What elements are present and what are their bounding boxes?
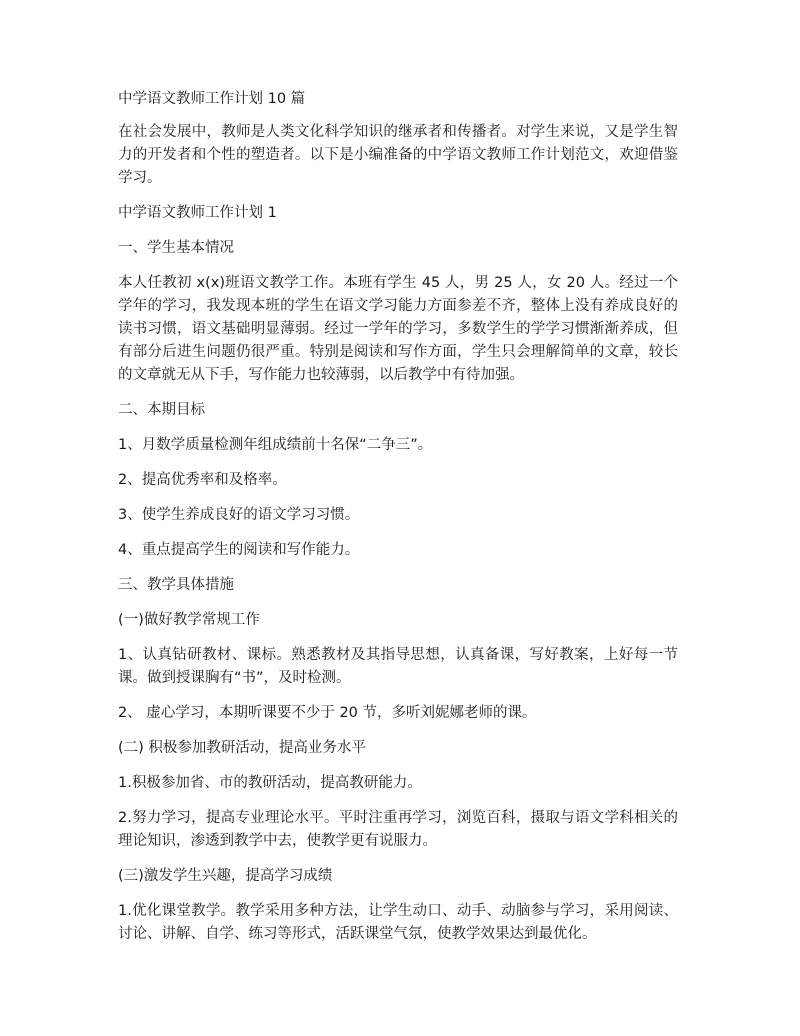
subsection-2-heading: (二) 积极参加教研活动，提高业务水平 (118, 740, 366, 756)
section-1-body: 本人任教初 x(x)班语文教学工作。本班有学生 45 人，男 25 人，女 20 人。经过一个学年的学习，我发现本班的学生在语文学习能力方面参差不齐，整体上没有养成良好的读书习惯，语文基础明显薄弱。经过一学年的学习，多数学生的学学习惯渐渐养成，但有部分后进生问题仍很严重。特别是阅读和写作方面，学生只会理解简单的文章，较长的文章就无从下手，写作能力也较薄弱，以后教学中有待加强。 (118, 275, 678, 383)
subsection-1-item-1: 1、认真钻研教材、课标。熟悉教材及其指导思想，认真备课，写好教案，上好每一节课。做到授课胸有“书”，及时检测。 (118, 647, 678, 686)
subsection-1-heading: (一)做好教学常规工作 (118, 612, 260, 628)
subsection-3-item-1: 1.优化课堂教学。教学采用多种方法，让学生动口、动手、动脑参与学习，采用阅读、讨论、讲解、自学、练习等形式，活跃课堂气氛，使教学效果达到最优化。 (118, 903, 678, 942)
document-title: 中学语文教师工作计划 10 篇 (118, 91, 306, 107)
goal-3: 3、使学生养成良好的语文学习习惯。 (118, 507, 360, 523)
section-3-heading: 三、教学具体措施 (118, 577, 234, 593)
section-2-heading: 二、本期目标 (118, 402, 205, 418)
intro-paragraph: 在社会发展中，教师是人类文化科学知识的继承者和传播者。对学生来说，又是学生智力的开发者和个性的塑造者。以下是小编准备的中学语文教师工作计划范文，欢迎借鉴学习。 (118, 124, 678, 186)
goal-4: 4、重点提高学生的阅读和写作能力。 (118, 542, 360, 558)
subsection-1-item-2: 2、 虚心学习，本期听课要不少于 20 节，多听刘妮娜老师的课。 (118, 705, 537, 721)
subsection-2-item-1: 1.积极参加省、市的教研活动，提高教研能力。 (118, 775, 422, 791)
goal-1: 1、月数学质量检测年组成绩前十名保“二争三”。 (118, 437, 433, 453)
document-page (118, 88, 678, 958)
goal-2: 2、提高优秀率和及格率。 (118, 472, 287, 488)
plan-1-title: 中学语文教师工作计划 1 (118, 205, 277, 221)
section-1-heading: 一、学生基本情况 (118, 240, 234, 256)
subsection-2-item-2: 2.努力学习，提高专业理论水平。平时注重再学习，浏览百科，摄取与语文学科相关的理论知识，渗透到教学中去，使教学更有说服力。 (118, 810, 678, 849)
subsection-3-heading: (三)激发学生兴趣，提高学习成绩 (118, 868, 333, 884)
